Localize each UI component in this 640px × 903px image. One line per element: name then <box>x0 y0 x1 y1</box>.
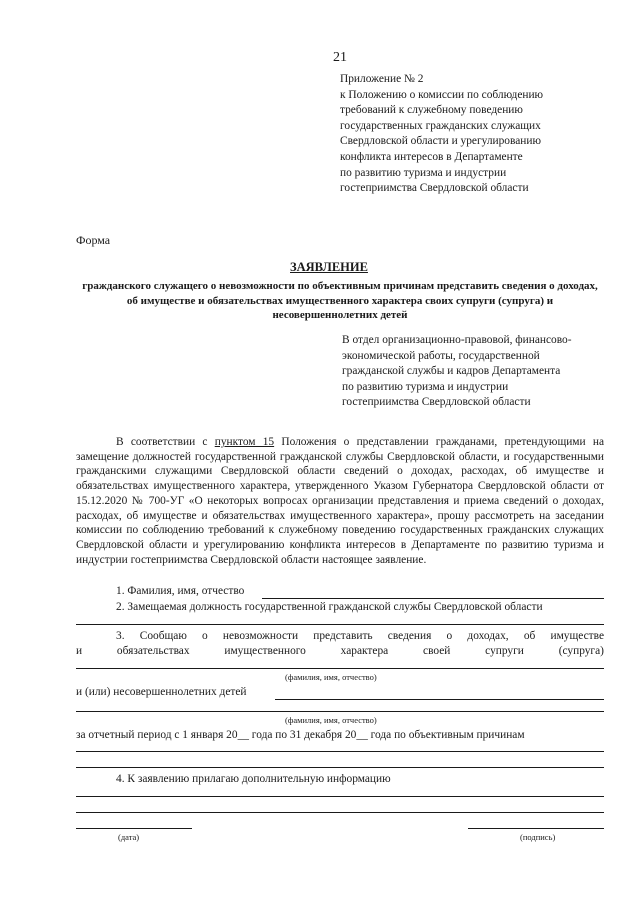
item-1-label: 1. Фамилия, имя, отчество <box>116 585 245 597</box>
appendix-line: требований к служебному поведению <box>340 104 523 117</box>
item-4-label: 4. К заявлению прилагаю дополнительную информацию <box>116 773 391 785</box>
appendix-line: Свердловской области и урегулированию <box>340 135 541 148</box>
info-line-1[interactable] <box>76 796 604 797</box>
clause-link[interactable]: пунктом 15 <box>214 436 275 448</box>
document-subtitle: гражданского служащего о невозможности по объективным причинам представить сведения о доходах, об имуществе и обязательствах имущественного характера своих супруги (супруга) и несовершеннолетних детей <box>82 280 598 321</box>
children-label: и (или) несовершеннолетних детей <box>76 686 247 698</box>
item-3-label: 3. Сообщаю о невозможности представить сведения о доходах, об имуществе <box>116 630 604 642</box>
spouse-line[interactable] <box>76 668 604 669</box>
page-number: 21 <box>333 50 347 65</box>
date-caption: (дата) <box>118 832 140 842</box>
date-line[interactable] <box>76 828 192 829</box>
addressee-line: гостеприимства Свердловской области <box>342 396 531 409</box>
item-2-label: 2. Замещаемая должность государственной гражданской службы Свердловской области <box>116 601 543 613</box>
appendix-block <box>340 72 620 197</box>
appendix-line: конфликта интересов в Департаменте <box>340 150 523 163</box>
appendix-line: к Положению о комиссии по соблюдению <box>340 88 544 101</box>
addressee-line: В отдел организационно-правовой, финансово- <box>342 334 572 346</box>
addressee-line: по развитию туризма и индустрии <box>342 380 509 393</box>
body-text-start: В соответствии с <box>116 436 215 448</box>
children-line-2[interactable] <box>76 711 604 712</box>
body-text-rest: Положения о представлении гражданами, претендующими на замещение должностей государственной гражданской службы Свердловской области, и государственными гражданскими служащими Свердловской области сведений о доходах, расходах, об имуществе и обязательствах имущественного характера, утвержденного Указом Губернатора Свердловской области от 15.12.2020 № 700-УГ «О некоторых вопросах организации представления и приема сведений о доходах, расходах, об имуществе и обязательствах имущественного характера», прошу рассмотреть на заседании комиссии по соблюдению требований к служебному поведению государственных гражданских служащих Свердловской области и урегулированию конфликта интересов в Департаменте по развитию туризма и индустрии гостеприимства Свердловской области настоящее заявление. <box>76 436 604 566</box>
reason-line-1[interactable] <box>76 751 604 752</box>
appendix-line: гостеприимства Свердловской области <box>340 182 529 195</box>
fio-line[interactable] <box>262 598 604 599</box>
body-paragraph <box>76 435 604 567</box>
addressee-block <box>342 333 612 411</box>
position-line[interactable] <box>76 624 604 625</box>
period-text: за отчетный период с 1 января 20__ года по 31 декабря 20__ года по объективным причинам <box>76 729 525 741</box>
reason-line-2[interactable] <box>76 767 604 768</box>
form-label: Форма <box>76 233 111 247</box>
signature-caption: (подпись) <box>520 832 556 842</box>
spouse-caption: (фамилия, имя, отчество) <box>285 672 377 682</box>
item-3-continuation: и обязательствах имущественного характера своей супруги (супруга) <box>76 645 604 657</box>
info-line-2[interactable] <box>76 812 604 813</box>
addressee-line: экономической работы, государственной <box>342 349 540 362</box>
appendix-line: по развитию туризма и индустрии <box>340 166 507 179</box>
addressee-line: гражданской службы и кадров Департамента <box>342 365 561 378</box>
children-caption: (фамилия, имя, отчество) <box>285 715 377 725</box>
signature-line[interactable] <box>468 828 604 829</box>
children-line[interactable] <box>275 699 604 700</box>
appendix-line: Приложение № 2 <box>340 73 424 85</box>
document-title: ЗАЯВЛЕНИЕ <box>290 260 368 274</box>
appendix-line: государственных гражданских служащих <box>340 119 541 132</box>
